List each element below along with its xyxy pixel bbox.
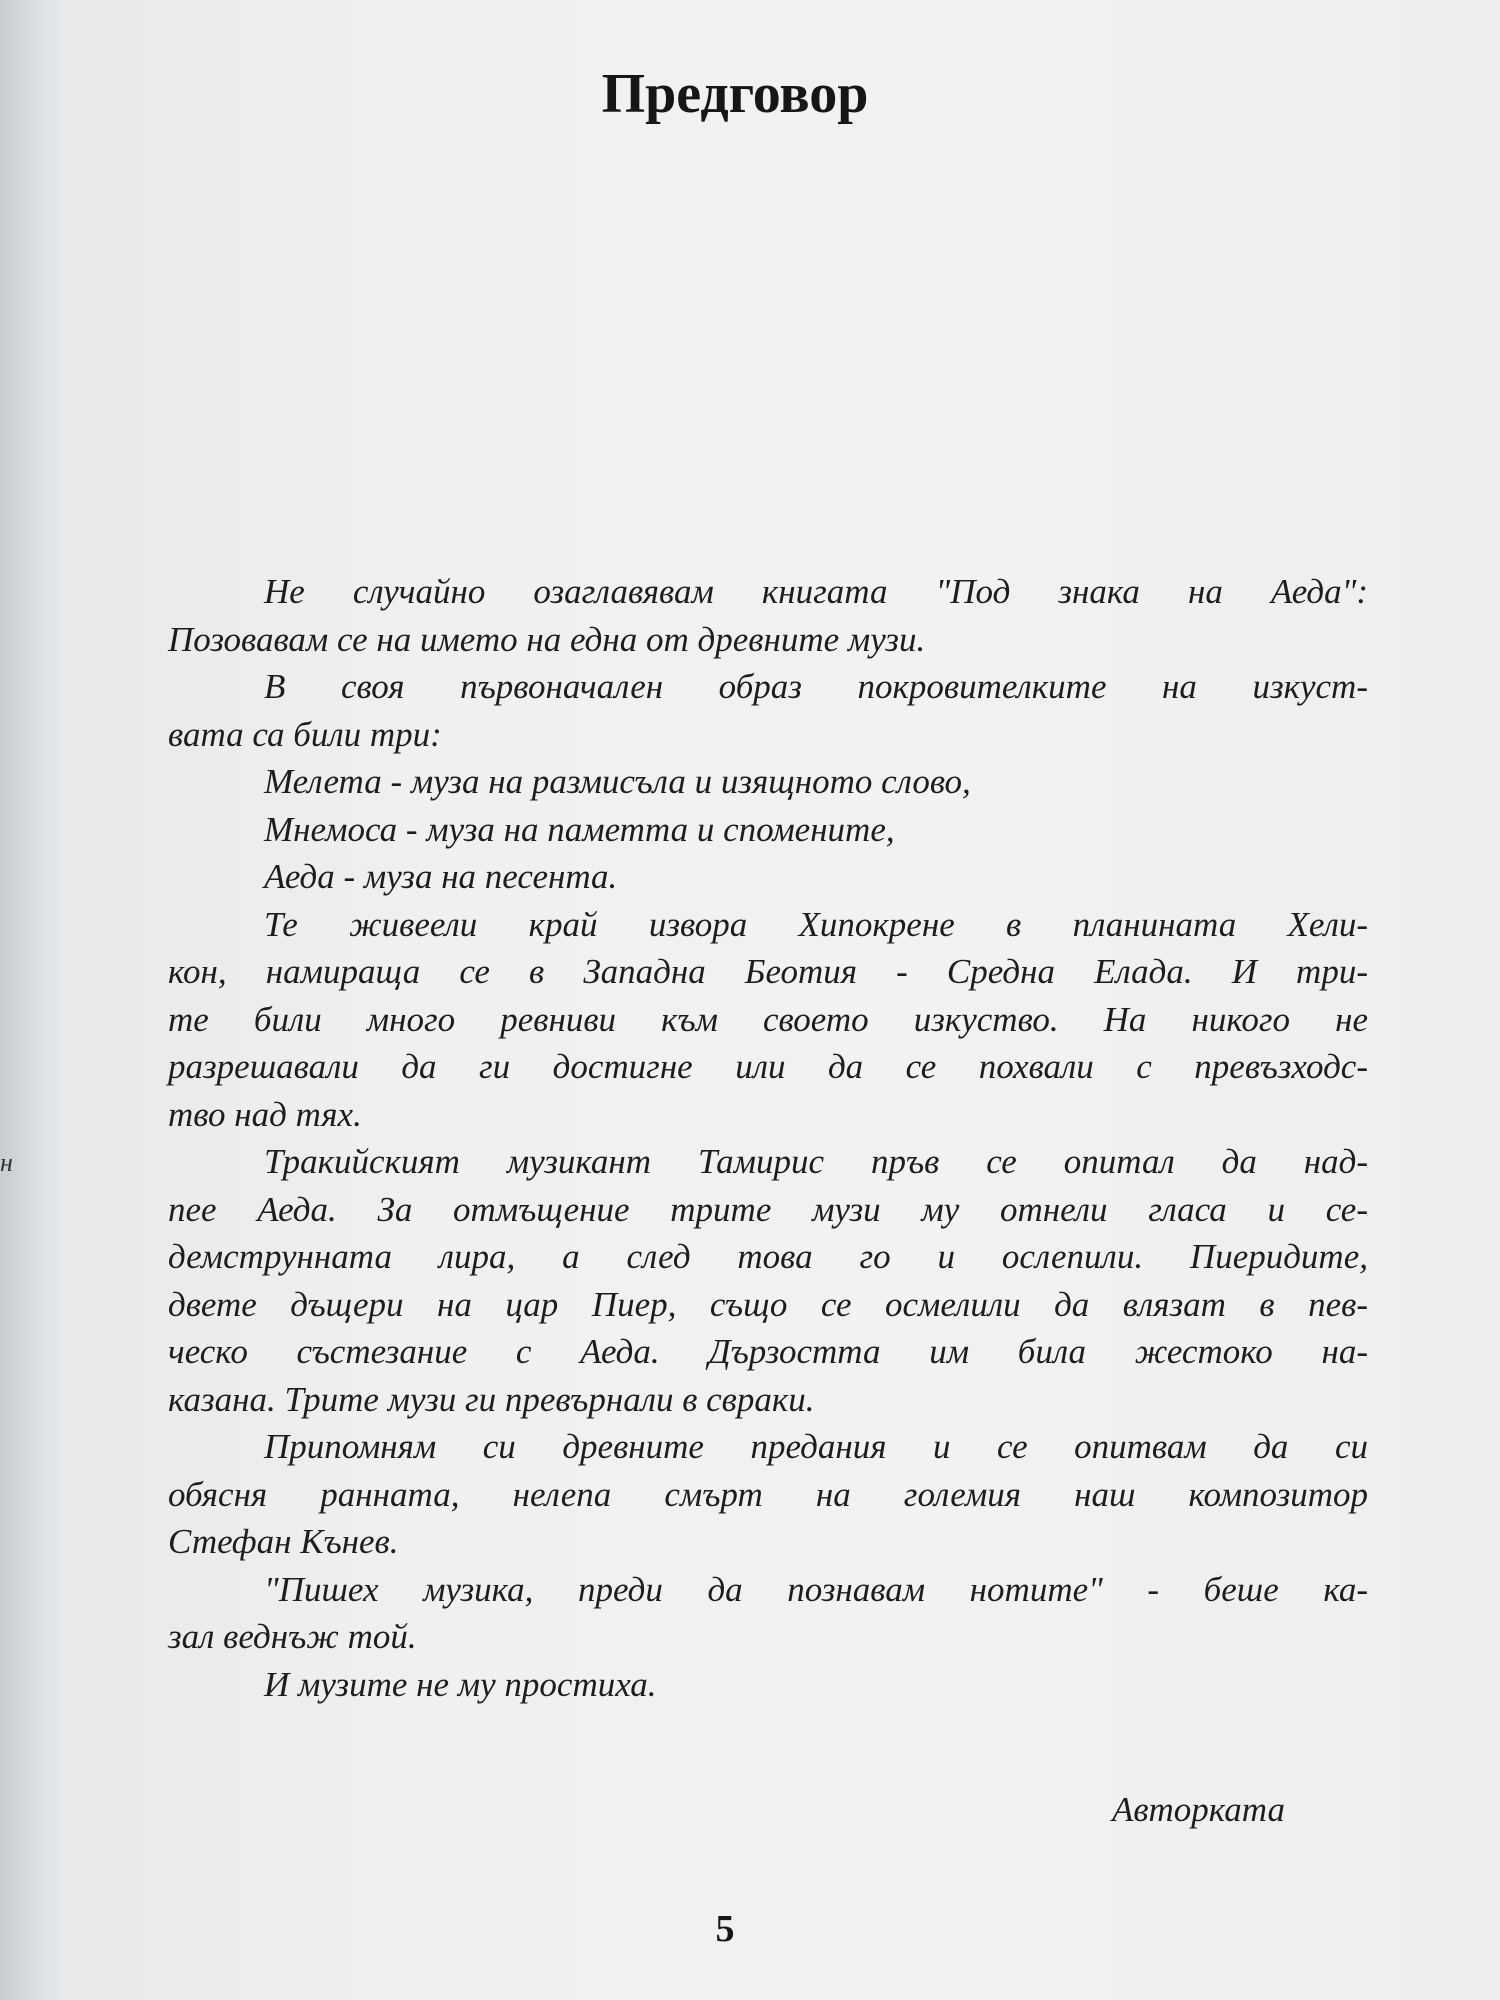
text-line: Тракийският музикант Тамирис пръв се опитал да над- <box>264 1142 1368 1181</box>
page-title: Предговор <box>601 63 869 125</box>
text-line: зал веднъж той. <box>168 1617 417 1656</box>
text-line: Те живеели край извора Хипокрене в планината Хели- <box>264 904 1368 944</box>
text-line: вата са били три: <box>168 714 442 754</box>
text-line: Стефан Кънев. <box>168 1522 399 1561</box>
text-line: Мнемоса - муза на паметта и спомените, <box>264 809 895 849</box>
page-gutter <box>0 0 60 2000</box>
text-line: двете дъщери на цар Пиер, също се осмелили да влязат в пев- <box>168 1284 1368 1324</box>
text-line: пее Аеда. За отмъщение трите музи му отнели гласа и се- <box>168 1189 1368 1229</box>
author-signature: Авторката <box>1111 1790 1285 1829</box>
text-line: те били много ревниви към своето изкуство. На никого не <box>168 999 1368 1039</box>
text-line: Мелета - муза на размисъла и изящното слово, <box>264 762 971 801</box>
text-line: Припомням си древните предания и се опитвам да си <box>264 1427 1368 1466</box>
text-line: Позовавам се на името на една от древните музи. <box>168 619 926 659</box>
preface-body <box>168 568 1368 1708</box>
text-line: "Пишех музика, преди да познавам нотите" - беше ка- <box>264 1569 1368 1609</box>
text-line: демструнната лира, а след това го и ослепили. Пиеридите, <box>168 1237 1368 1276</box>
margin-mark: н <box>0 1148 13 1177</box>
text-line: казана. Трите музи ги превърнали в свраки. <box>168 1379 815 1419</box>
text-line: Аеда - муза на песента. <box>264 857 618 896</box>
text-line: В своя първоначален образ покровителките на изкуст- <box>264 667 1368 706</box>
book-page <box>60 0 1500 2000</box>
page-number: 5 <box>715 1908 735 1950</box>
text-line: кон, намираща се в Западна Беотия - Средна Елада. И три- <box>168 952 1368 991</box>
text-line: разрешавали да ги достигне или да се похвали с превъзходс- <box>168 1047 1368 1086</box>
text-line: обясня ранната, нелепа смърт на големия наш композитор <box>168 1474 1368 1514</box>
text-line: И музите не му простиха. <box>264 1664 657 1704</box>
text-line: Не случайно озаглавявам книгата "Под знака на Аеда": <box>264 572 1368 611</box>
text-line: тво над тях. <box>168 1094 362 1134</box>
text-line: ческо състезание с Аеда. Дързостта им била жестоко на- <box>168 1332 1368 1371</box>
